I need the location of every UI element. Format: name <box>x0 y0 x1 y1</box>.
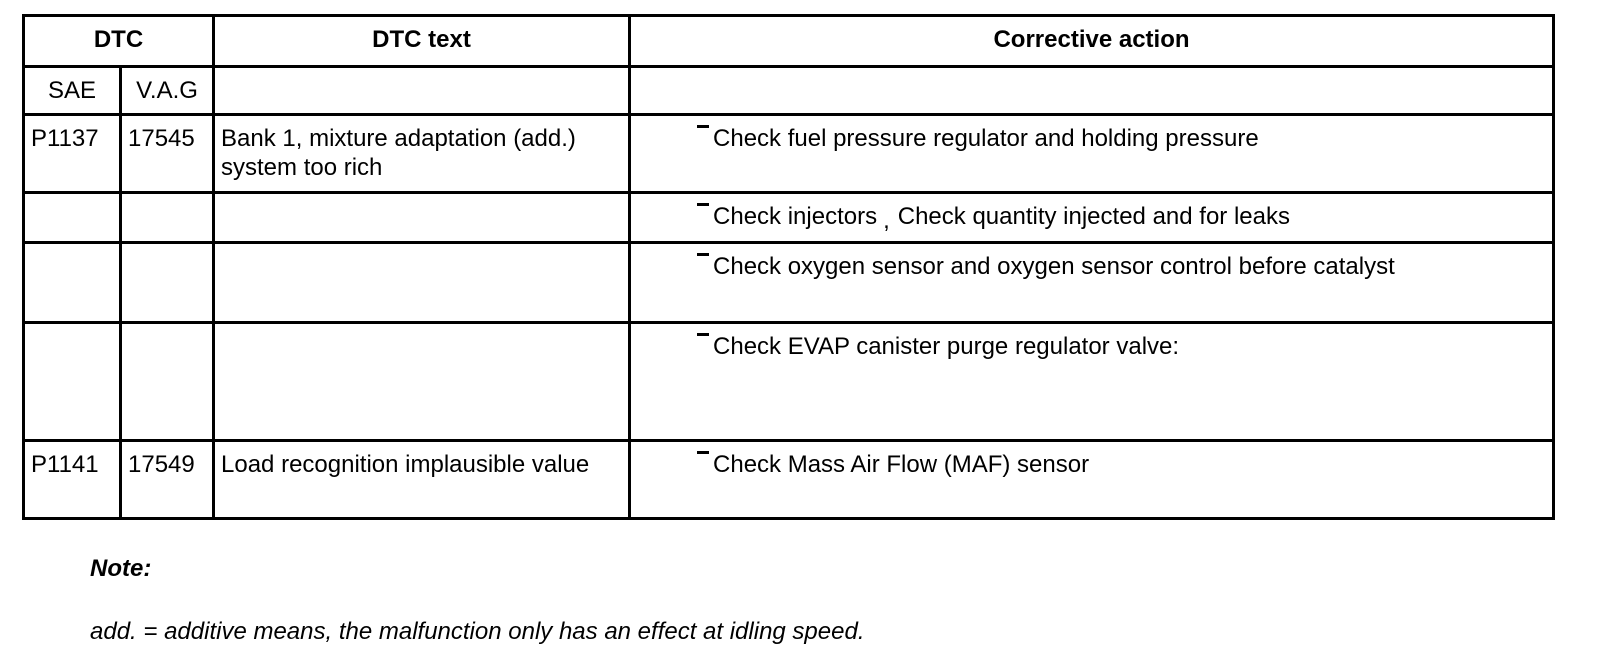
header-row-main <box>24 16 1554 67</box>
action-comma: , <box>883 207 890 234</box>
note-text: add. = additive means, the malfunction only has an effect at idling speed. <box>90 618 865 645</box>
dash-icon <box>697 125 709 128</box>
header-dtc-text: DTC text <box>214 16 630 67</box>
dash-icon <box>697 451 709 454</box>
cell-vag: 17549 <box>121 441 214 519</box>
cell-dtc-text <box>214 323 630 441</box>
cell-vag: 17545 <box>121 115 214 193</box>
action-text: Check EVAP canister purge regulator valve: <box>713 333 1180 360</box>
dash-icon <box>697 203 709 206</box>
cell-action <box>630 115 1554 193</box>
cell-action <box>630 323 1554 441</box>
cell-action <box>630 441 1554 519</box>
table-row <box>24 243 1554 323</box>
cell-sae <box>24 193 121 243</box>
dash-icon <box>697 253 709 256</box>
header-empty-text <box>214 67 630 115</box>
dtc-table <box>22 14 1555 520</box>
cell-sae: P1141 <box>24 441 121 519</box>
cell-vag <box>121 193 214 243</box>
table-row <box>24 115 1554 193</box>
cell-vag <box>121 243 214 323</box>
cell-dtc-text <box>214 193 630 243</box>
dash-icon <box>697 333 709 336</box>
header-sae: SAE <box>24 67 121 115</box>
note-title: Note: <box>90 555 152 582</box>
table-row <box>24 323 1554 441</box>
header-row-sub <box>24 67 1554 115</box>
cell-sae <box>24 243 121 323</box>
action-text: Check oxygen sensor and oxygen sensor control before catalyst <box>713 253 1395 280</box>
cell-action <box>630 193 1554 243</box>
action-text: Check fuel pressure regulator and holding pressure <box>713 125 1259 152</box>
table-row <box>24 441 1554 519</box>
cell-dtc-text: Bank 1, mixture adaptation (add.) system too rich <box>214 115 630 193</box>
action-text: Check Mass Air Flow (MAF) sensor <box>713 451 1090 478</box>
action-text: Check injectors <box>713 203 878 230</box>
action-text-extra: Check quantity injected and for leaks <box>897 203 1290 230</box>
header-vag: V.A.G <box>121 67 214 115</box>
cell-sae: P1137 <box>24 115 121 193</box>
cell-dtc-text: Load recognition implausible value <box>214 441 630 519</box>
cell-dtc-text <box>214 243 630 323</box>
table-row <box>24 193 1554 243</box>
header-dtc: DTC <box>24 16 214 67</box>
cell-action <box>630 243 1554 323</box>
header-empty-action <box>630 67 1554 115</box>
header-corrective-action: Corrective action <box>630 16 1554 67</box>
cell-vag <box>121 323 214 441</box>
cell-sae <box>24 323 121 441</box>
